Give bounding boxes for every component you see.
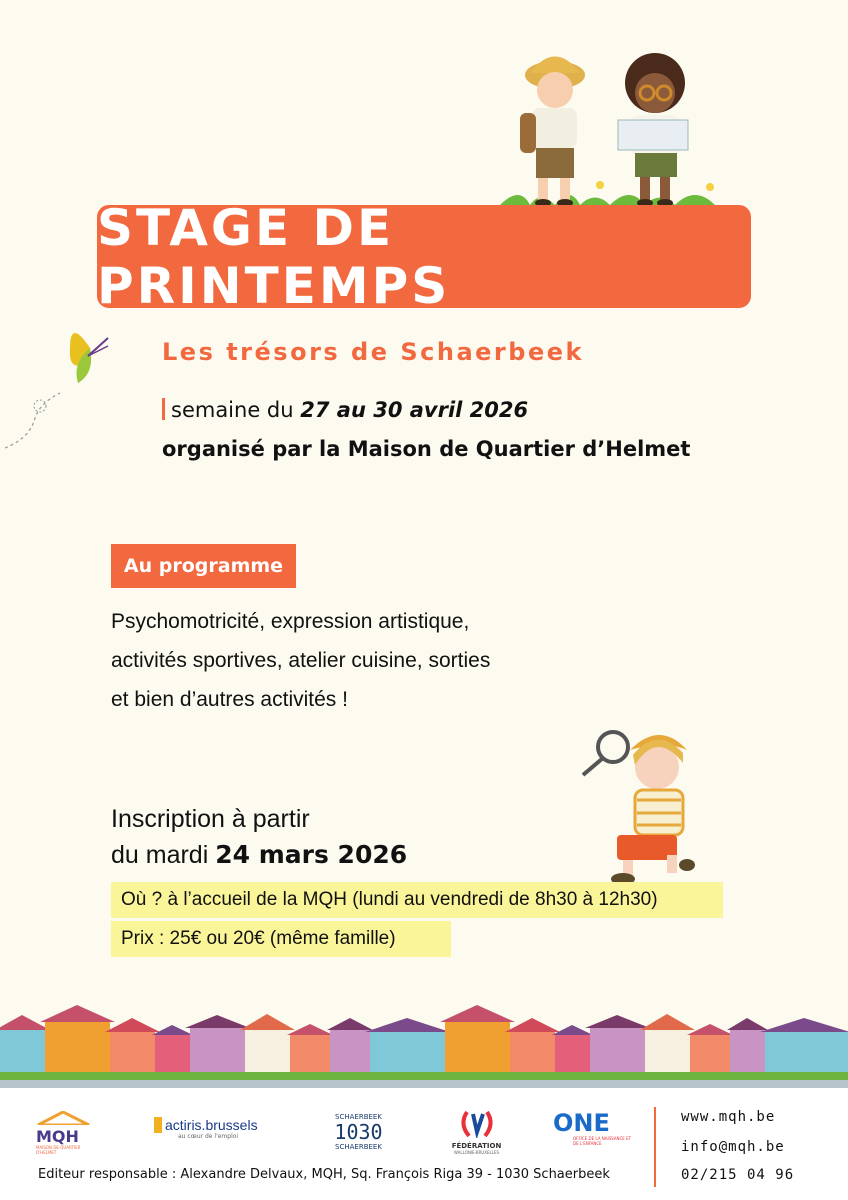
week-dates: 27 au 30 avril 2026 [300, 398, 529, 422]
one-logo [553, 1110, 633, 1146]
email-link[interactable]: info@mqh.be [681, 1139, 785, 1155]
actiris-logo-sub: au cœur de l'emploi [178, 1133, 239, 1140]
federation-logo [449, 1110, 504, 1155]
actiris-logo [154, 1117, 258, 1140]
price-info: Prix : 25€ ou 20€ (même famille) [111, 921, 451, 957]
programme-label: Au programme [111, 544, 296, 588]
one-logo-sub: OFFICE DE LA NAISSANCE ET DE L'ENFANCE [573, 1136, 632, 1146]
mqh-logo-text: MQH [36, 1127, 79, 1146]
schaerbeek-bottom: SCHAERBEEK [335, 1143, 382, 1151]
federation-text: FÉDÉRATION [451, 1142, 502, 1150]
schaerbeek-logo [331, 1113, 386, 1151]
programme-line: Psychomotricité, expression artistique, [111, 610, 470, 633]
inscription-line-2 [111, 840, 407, 870]
actiris-logo-text: actiris.brussels [154, 1117, 258, 1133]
title-banner [97, 198, 751, 315]
one-logo-text: ONE [553, 1109, 610, 1137]
phone-number: 02/215 04 96 [681, 1167, 795, 1183]
week-prefix: semaine du [171, 398, 301, 422]
website-link[interactable]: www.mqh.be [681, 1109, 776, 1125]
footer-divider [654, 1107, 656, 1187]
houses-street-illustration [0, 1000, 848, 1090]
location-info: Où ? à l’accueil de la MQH (lundi au vendredi de 8h30 à 12h30) [111, 882, 723, 918]
programme-line: activités sportives, atelier cuisine, sorties [111, 649, 491, 672]
schaerbeek-number: 1030 [334, 1120, 383, 1144]
programme-line: et bien d’autres activités ! [111, 688, 348, 711]
accent-bar [162, 398, 165, 420]
editeur-responsable: Editeur responsable : Alexandre Delvaux, MQH, Sq. François Riga 39 - 1030 Schaerbeek [38, 1167, 610, 1182]
inscription-date: 24 mars 2026 [215, 840, 408, 869]
week-dates-line [162, 398, 528, 422]
mqh-logo-sub: MAISON DE QUARTIER D'HELMET [36, 1145, 81, 1155]
federation-mark-icon [459, 1110, 495, 1138]
inscription-line-1: Inscription à partir [111, 805, 310, 833]
explorer-boy-illustration [575, 725, 705, 890]
organizer-line: organisé par la Maison de Quartier d’Helmet [162, 437, 691, 461]
butterfly-icon [0, 318, 125, 458]
inscription-prefix: du mardi [111, 841, 216, 869]
schaerbeek-top: SCHAERBEEK [335, 1113, 382, 1121]
explorer-kids-illustration [500, 45, 730, 210]
mqh-logo [36, 1110, 91, 1155]
federation-sub: WALLONIE-BRUXELLES [453, 1150, 500, 1155]
page-title: STAGE DE PRINTEMPS [97, 198, 451, 315]
subtitle: Les trésors de Schaerbeek [162, 338, 584, 366]
